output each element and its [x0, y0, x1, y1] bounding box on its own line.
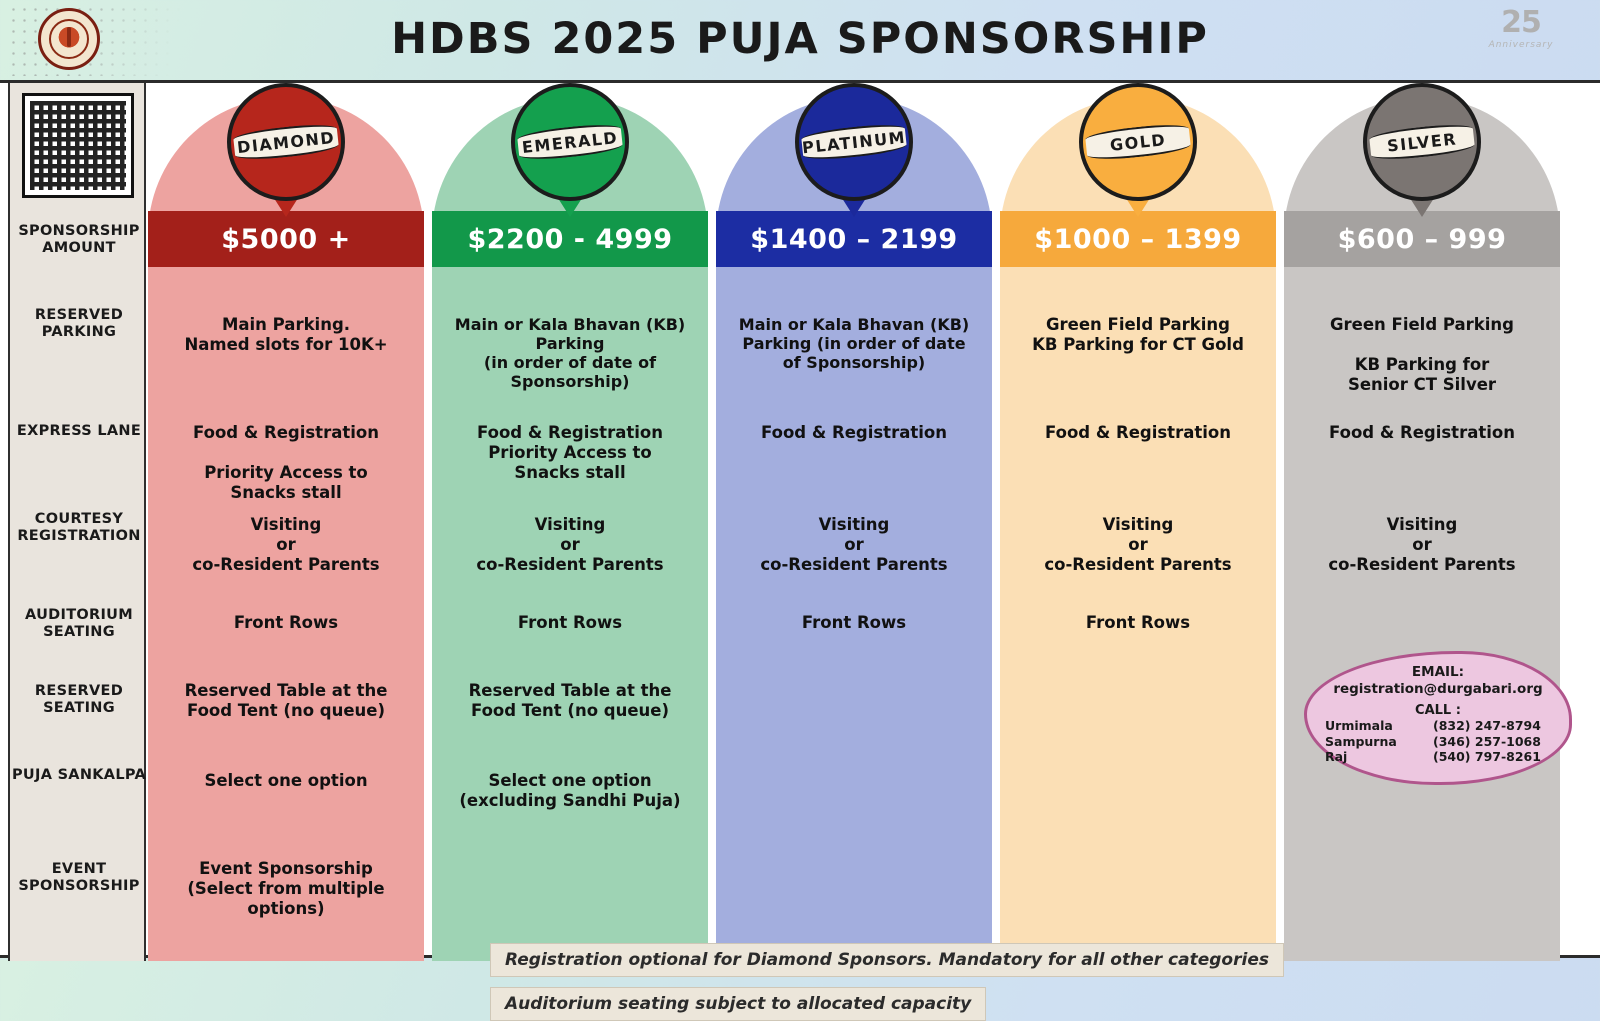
tier-column-platinum — [716, 83, 992, 961]
cell-auditorium-seating: Front Rows — [801, 613, 907, 632]
cell-auditorium-seating: Front Rows — [1085, 613, 1191, 632]
tier-price: $1000 – 1399 — [1000, 211, 1276, 267]
feature-label-event-sponsorship: EVENT SPONSORSHIP — [18, 861, 140, 894]
feature-label-express-lane: EXPRESS LANE — [16, 423, 142, 439]
tier-price: $600 – 999 — [1284, 211, 1560, 267]
cell-express-lane: Food & Registration Priority Access to Snacks stall — [193, 423, 379, 502]
contact-call-label: CALL : — [1415, 703, 1461, 718]
feature-label-reserved-parking: RESERVED PARKING — [34, 307, 124, 340]
anniversary-logo-icon — [1478, 6, 1564, 76]
cell-express-lane: Food & Registration — [1045, 423, 1231, 442]
tier-name: SILVER — [1369, 122, 1476, 163]
contact-person-row — [1321, 718, 1555, 734]
feature-label-sponsorship-amount: SPONSORSHIP AMOUNT — [18, 223, 140, 256]
cell-reserved-seating: Reserved Table at the Food Tent (no queue) — [184, 681, 388, 720]
contact-email-label: EMAIL: — [1411, 664, 1465, 680]
tier-badge-silver — [1363, 83, 1481, 201]
cell-courtesy-registration: Visiting or co-Resident Parents — [192, 515, 380, 574]
cell-auditorium-seating: Front Rows — [233, 613, 339, 632]
cell-courtesy-registration: Visiting or co-Resident Parents — [1044, 515, 1232, 574]
cell-reserved-parking: Green Field Parking KB Parking for CT Gold — [1032, 315, 1244, 354]
note-auditorium: Auditorium seating subject to allocated capacity — [490, 987, 986, 1021]
cell-reserved-parking: Green Field Parking KB Parking for Senior CT Silver — [1330, 315, 1514, 394]
cell-reserved-parking: Main or Kala Bhavan (KB) Parking (in order of date of Sponsorship) — [454, 315, 686, 391]
contact-person-row — [1321, 734, 1555, 750]
feature-label-reserved-seating: RESERVED SEATING — [34, 683, 124, 716]
page-title: HDBS 2025 PUJA SPONSORSHIP — [391, 14, 1209, 64]
anniversary-caption: Anniversary — [1488, 40, 1554, 50]
tier-name: DIAMOND — [233, 122, 340, 163]
tier-name: PLATINUM — [801, 122, 908, 163]
contact-person-row — [1321, 749, 1555, 765]
cell-express-lane: Food & Registration — [761, 423, 947, 442]
cell-express-lane: Food & Registration — [1329, 423, 1515, 442]
feature-label-column — [8, 83, 146, 961]
cell-auditorium-seating: Front Rows — [517, 613, 623, 632]
tier-price: $5000 + — [148, 211, 424, 267]
cell-puja-sankalpa: Select one option — [204, 771, 368, 790]
tier-column-gold — [1000, 83, 1276, 961]
note-registration: Registration optional for Diamond Sponsors. Mandatory for all other categories — [490, 943, 1284, 977]
tier-price: $1400 – 2199 — [716, 211, 992, 267]
contact-person-name: Urmimala — [1325, 718, 1393, 733]
contact-person-name: Sampurna — [1325, 733, 1397, 749]
tier-column-silver — [1284, 83, 1560, 961]
feature-label-puja-sankalpa: PUJA SANKALPA — [12, 767, 146, 783]
contact-person-phone[interactable]: (346) 257-1068 — [1433, 733, 1541, 749]
cell-puja-sankalpa: Select one option (excluding Sandhi Puja) — [459, 771, 681, 810]
tier-name: EMERALD — [517, 122, 624, 163]
contact-person-phone[interactable]: (832) 247-8794 — [1433, 718, 1541, 733]
cell-courtesy-registration: Visiting or co-Resident Parents — [476, 515, 664, 574]
tier-badge-gold — [1079, 83, 1197, 201]
qr-code-icon[interactable] — [22, 93, 134, 198]
tier-name: GOLD — [1085, 122, 1192, 163]
cell-express-lane: Food & Registration Priority Access to Snacks stall — [477, 423, 663, 482]
tier-column-emerald — [432, 83, 708, 961]
cell-reserved-parking: Main or Kala Bhavan (KB) Parking (in order of date of Sponsorship) — [738, 315, 970, 372]
anniversary-number: 25 — [1501, 5, 1541, 40]
contact-person-name: Raj — [1325, 749, 1348, 764]
comparison-table — [0, 80, 1600, 1014]
feature-label-auditorium-seating: AUDITORIUM SEATING — [25, 607, 133, 640]
contact-person-phone[interactable]: (540) 797-8261 — [1433, 749, 1541, 764]
tier-badge-diamond — [227, 83, 345, 201]
cell-reserved-parking: Main Parking. Named slots for 10K+ — [184, 315, 388, 354]
cell-event-sponsorship: Event Sponsorship (Select from multiple options) — [187, 859, 385, 918]
cell-reserved-seating: Reserved Table at the Food Tent (no queue) — [468, 681, 672, 720]
contact-info-blob — [1304, 651, 1572, 785]
tier-badge-emerald — [511, 83, 629, 201]
cell-courtesy-registration: Visiting or co-Resident Parents — [1328, 515, 1516, 574]
tier-column-diamond — [148, 83, 424, 961]
tier-badge-platinum — [795, 83, 913, 201]
contact-email[interactable]: registration@durgabari.org — [1333, 681, 1543, 697]
cell-courtesy-registration: Visiting or co-Resident Parents — [760, 515, 948, 574]
feature-label-courtesy-registration: COURTESY REGISTRATION — [17, 511, 141, 544]
poster-header — [0, 0, 1600, 80]
tier-price: $2200 - 4999 — [432, 211, 708, 267]
